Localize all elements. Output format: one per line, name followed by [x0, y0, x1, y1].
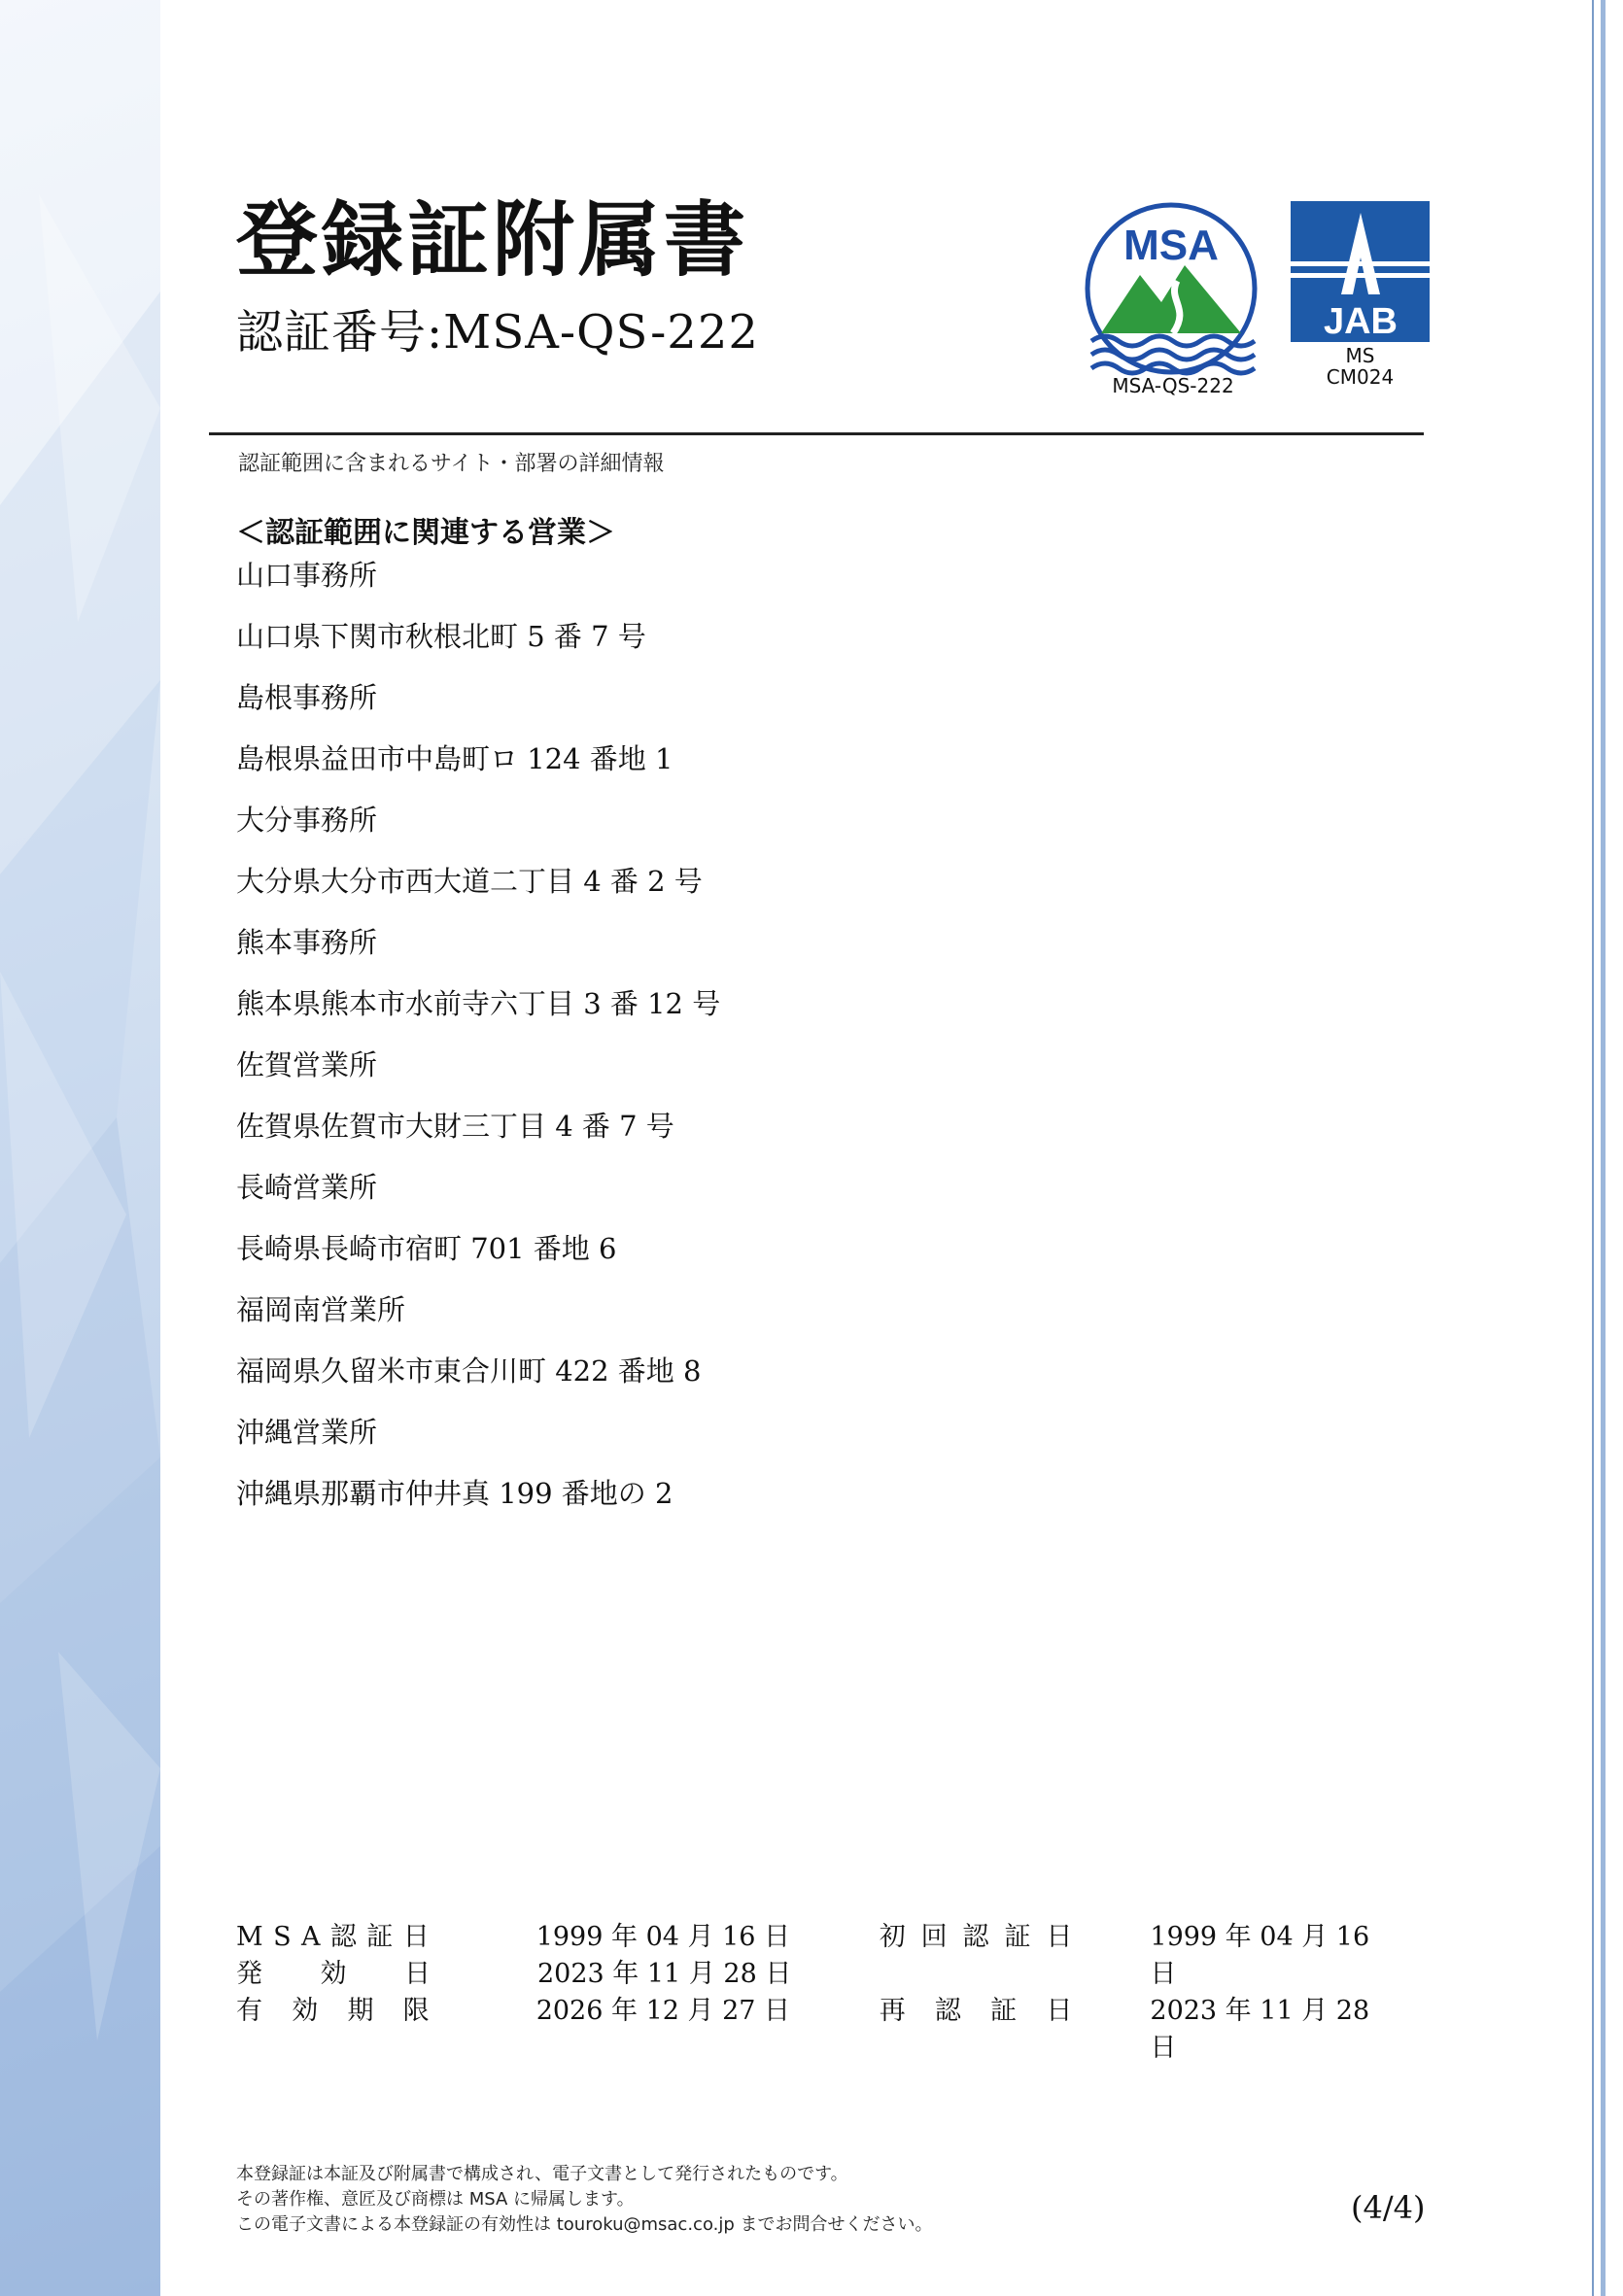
section-title: ＜認証範囲に関連する営業＞ [236, 516, 615, 550]
label-char: 日 [404, 1959, 431, 1989]
label-char: 発 [236, 1959, 262, 1989]
footer-line: 本登録証は本証及び附属書で構成され、電子文書として発行されたものです。 [236, 2164, 848, 2184]
site-entry [236, 1171, 1305, 1296]
site-name: 沖縄営業所 [236, 1416, 378, 1449]
msa-cert-date-label [236, 1919, 430, 1956]
site-name: 島根事務所 [236, 681, 378, 714]
label-char: 認 [934, 1996, 961, 2026]
right-edge-line [1592, 0, 1594, 2296]
recert-date: 2023 年 11 月 28 日 [1150, 1996, 1370, 2063]
site-address: 佐賀県佐賀市大財三丁目 4 番 7 号 [236, 1110, 674, 1143]
site-address: 大分県大分市西大道二丁目 4 番 2 号 [236, 865, 703, 898]
label-char: 日 [402, 1922, 430, 1952]
site-entry [236, 926, 1305, 1051]
label-char: 限 [402, 1996, 430, 2026]
footer-notes [236, 2162, 933, 2238]
effective-date: 2023 年 11 月 28 日 [537, 1959, 792, 1989]
label-char: M [236, 1922, 263, 1952]
site-list [236, 559, 1305, 1541]
jab-logo-text: JAB [1323, 301, 1399, 342]
right-edge-stripe [1601, 0, 1606, 2296]
label-char: 認 [329, 1922, 357, 1952]
date-row [236, 1956, 1402, 1993]
footer-line: この電子文書による本登録証の有効性は touroku@msac.co.jp までお問合せください。 [236, 2214, 933, 2235]
label-char: 期 [347, 1996, 374, 2026]
page-number: (4/4) [1351, 2189, 1426, 2226]
certificate-number: 認証番号:MSA-QS-222 [236, 305, 759, 360]
label-char: 再 [879, 1996, 906, 2026]
certification-dates [236, 1919, 1402, 2063]
label-char: S [273, 1922, 292, 1952]
recert-date-label [880, 1993, 1073, 2030]
site-entry [236, 559, 1305, 684]
label-char: 証 [1004, 1922, 1031, 1952]
label-char: 日 [1046, 1922, 1073, 1952]
label-char: 日 [1046, 1996, 1073, 2026]
expiry-date-label [236, 1993, 430, 2030]
site-address: 島根県益田市中島町ロ 124 番地 1 [236, 742, 673, 775]
site-name: 大分事務所 [236, 804, 378, 837]
document-title: 登録証附属書 [236, 191, 750, 288]
footer-line: その著作権、意匠及び商標は MSA に帰属します。 [236, 2189, 635, 2210]
label-char: 認 [962, 1922, 989, 1952]
site-entry [236, 1416, 1305, 1541]
expiry-date: 2026 年 12 月 27 日 [535, 1996, 791, 2026]
site-entry [236, 806, 1305, 929]
site-entry [236, 1048, 1305, 1174]
scope-subheading: 認証範囲に含まれるサイト・部署の詳細情報 [238, 452, 665, 476]
site-address: 長崎県長崎市宿町 701 番地 6 [236, 1232, 617, 1265]
site-name: 福岡南営業所 [236, 1293, 406, 1326]
label-char: 証 [366, 1922, 394, 1952]
effective-date-label [236, 1956, 431, 1993]
label-char: 回 [920, 1922, 948, 1952]
msa-cert-date: 1999 年 04 月 16 日 [535, 1922, 791, 1952]
jab-accreditation [1291, 345, 1430, 388]
site-name: 佐賀営業所 [236, 1048, 378, 1081]
decorative-side-band [0, 0, 160, 2296]
site-address: 熊本県熊本市水前寺六丁目 3 番 12 号 [236, 987, 721, 1020]
header-divider [209, 432, 1424, 435]
initial-cert-date: 1999 年 04 月 16 日 [1150, 1922, 1370, 1989]
label-char: 効 [292, 1996, 319, 2026]
label-char: 初 [879, 1922, 906, 1952]
site-address: 山口県下関市秋根北町 5 番 7 号 [236, 620, 646, 653]
date-row [236, 1993, 1402, 2063]
site-entry [236, 1293, 1305, 1419]
msa-logo-text: MSA [1123, 222, 1219, 269]
label-char: 証 [990, 1996, 1018, 2026]
msa-logo-code: MSA-QS-222 [1112, 374, 1234, 397]
site-name: 熊本事務所 [236, 926, 378, 959]
initial-cert-date-label [880, 1919, 1073, 1956]
jab-ms-label: MS [1345, 344, 1375, 367]
site-entry [236, 681, 1305, 806]
site-address: 福岡県久留米市東合川町 422 番地 8 [236, 1354, 702, 1388]
label-char: 有 [236, 1996, 262, 2026]
site-name: 長崎営業所 [236, 1171, 378, 1204]
msa-logo [1084, 199, 1259, 394]
jab-logo [1291, 201, 1430, 342]
label-char: 効 [320, 1959, 347, 1989]
site-address: 沖縄県那覇市仲井真 199 番地の 2 [236, 1477, 673, 1510]
site-name: 山口事務所 [236, 559, 378, 592]
jab-code: CM024 [1326, 365, 1395, 389]
label-char: A [300, 1922, 321, 1952]
